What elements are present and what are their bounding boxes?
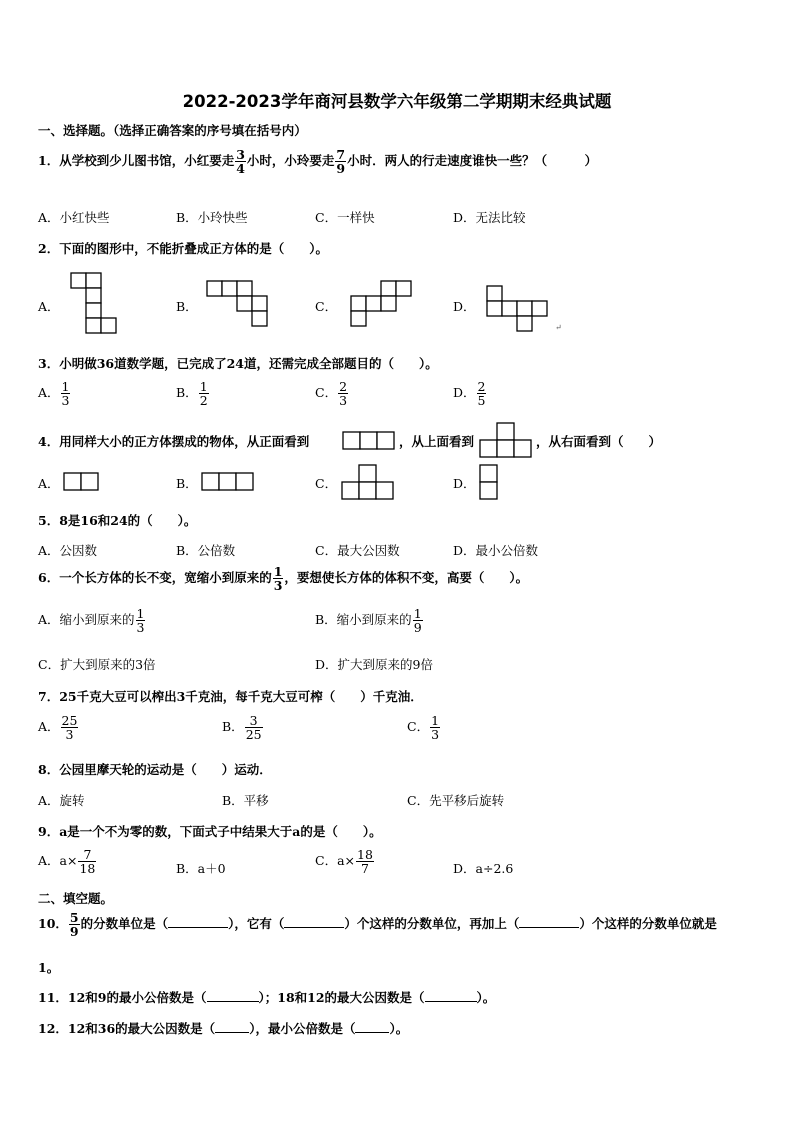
view-option-b — [201, 472, 255, 492]
option-c: C． — [315, 299, 338, 314]
question-5: 5．8是16和24的（ ）。 — [38, 513, 197, 528]
return-mark-icon: ↵ — [555, 323, 562, 332]
answer-blank[interactable] — [168, 916, 228, 928]
option-d: D． — [453, 299, 476, 314]
option-b: B． $\frac{1}{2}$ — [176, 379, 208, 409]
option-c: C． — [315, 476, 338, 491]
option-c: C．一样快 — [315, 210, 375, 225]
question-10: 10． $\frac{5}{9}$ 的分数单位是（ ），它有（ ）个这样的分数单位，再加上（ ）个这样的分数单位就是 — [38, 910, 717, 940]
option-c: C．扩大到原来的3倍 — [38, 657, 156, 672]
fraction: $\frac{7}{9}$ — [336, 147, 346, 177]
option-d: D． $\frac{2}{5}$ — [453, 379, 486, 409]
top-view-figure — [479, 422, 533, 460]
option-b: B．平移 — [222, 793, 269, 808]
option-b: B．缩小到原来的 $\frac{1}{9}$ — [315, 606, 422, 636]
option-a: A．缩小到原来的 $\frac{1}{3}$ — [38, 606, 145, 636]
option-a: A． — [38, 299, 60, 314]
question-6: 6．一个长方体的长不变，宽缩小到原来的 $\frac{1}{3}$ ，要想使长方体的体积不变，高要（ ）。 — [38, 564, 529, 594]
option-b: B． — [176, 476, 198, 491]
answer-blank[interactable] — [284, 916, 344, 928]
option-b: B．小玲快些 — [176, 210, 248, 225]
option-c: C． $\frac{1}{3}$ — [407, 713, 440, 743]
option-b: B． $\frac{3}{25}$ — [222, 713, 262, 743]
option-c: C．a× $\frac{18}{7}$ — [315, 847, 373, 877]
question-1: 1．从学校到少儿图书馆，小红要走 $\frac{3}{4}$ 小时，小玲要走 $\frac{7}{9}$ 小时．两人的行走速度谁快一些？（ ） — [38, 147, 598, 177]
option-d: D．最小公倍数 — [453, 543, 539, 558]
front-view-figure — [342, 431, 396, 451]
option-a: A．a× $\frac{7}{18}$ — [38, 847, 96, 877]
option-d: D．无法比较 — [453, 210, 526, 225]
section-heading-fill: 二、填空题。 — [38, 891, 114, 906]
fraction: $\frac{3}{4}$ — [236, 147, 245, 177]
question-11: 11．12和9的最小公倍数是（ ）；18和12的最大公因数是（ ）。 — [38, 990, 496, 1005]
option-b: B． — [176, 299, 198, 314]
option-a: A．公因数 — [38, 543, 98, 558]
question-4-part2: ，从上面看到 — [399, 434, 475, 449]
option-d: D． — [453, 476, 476, 491]
answer-blank[interactable] — [355, 1021, 389, 1033]
option-c: C．先平移后旋转 — [407, 793, 505, 808]
option-d: D．a÷2.6 — [453, 861, 514, 876]
option-a: A． $\frac{25}{3}$ — [38, 713, 78, 743]
answer-blank[interactable] — [215, 1021, 249, 1033]
option-c: C．最大公因数 — [315, 543, 400, 558]
question-12: 12．12和36的最大公因数是（ ），最小公倍数是（ ）。 — [38, 1021, 409, 1036]
answer-blank[interactable] — [519, 916, 579, 928]
cube-net-c — [350, 280, 414, 328]
view-option-c — [341, 464, 395, 502]
option-a: A．旋转 — [38, 793, 85, 808]
cube-net-b — [206, 280, 270, 328]
view-option-a — [63, 472, 101, 492]
cube-net-a — [70, 272, 120, 334]
cube-net-d — [486, 285, 552, 333]
answer-blank[interactable] — [425, 990, 477, 1002]
question-7: 7．25千克大豆可以榨出3千克油，每千克大豆可榨（ ）千克油． — [38, 689, 423, 704]
option-a: A．小红快些 — [38, 210, 110, 225]
view-option-d — [479, 464, 499, 502]
option-b: B．a＋0 — [176, 861, 226, 876]
question-2: 2．下面的图形中，不能折叠成正方体的是（ ）。 — [38, 241, 328, 256]
question-3: 3．小明做36道数学题，已完成了24道，还需完成全部题目的（ ）。 — [38, 356, 438, 371]
option-c: C． $\frac{2}{3}$ — [315, 379, 348, 409]
page-title: 2022-2023学年商河县数学六年级第二学期期末经典试题 — [182, 92, 612, 111]
answer-blank[interactable] — [207, 990, 259, 1002]
option-a: A． $\frac{1}{3}$ — [38, 379, 70, 409]
question-10-tail: 1。 — [38, 960, 60, 975]
question-9: 9．a是一个不为零的数，下面式子中结果大于a的是（ ）。 — [38, 824, 382, 839]
question-4-part1: 4．用同样大小的正方体摆成的物体，从正面看到 — [38, 434, 310, 449]
option-d: D．扩大到原来的9倍 — [315, 657, 433, 672]
option-b: B．公倍数 — [176, 543, 236, 558]
question-8: 8．公园里摩天轮的运动是（ ）运动． — [38, 762, 272, 777]
option-a: A． — [38, 476, 60, 491]
section-heading-choice: 一、选择题。（选择正确答案的序号填在括号内） — [38, 123, 307, 138]
question-4-part3: ，从右面看到（ ） — [536, 434, 662, 449]
